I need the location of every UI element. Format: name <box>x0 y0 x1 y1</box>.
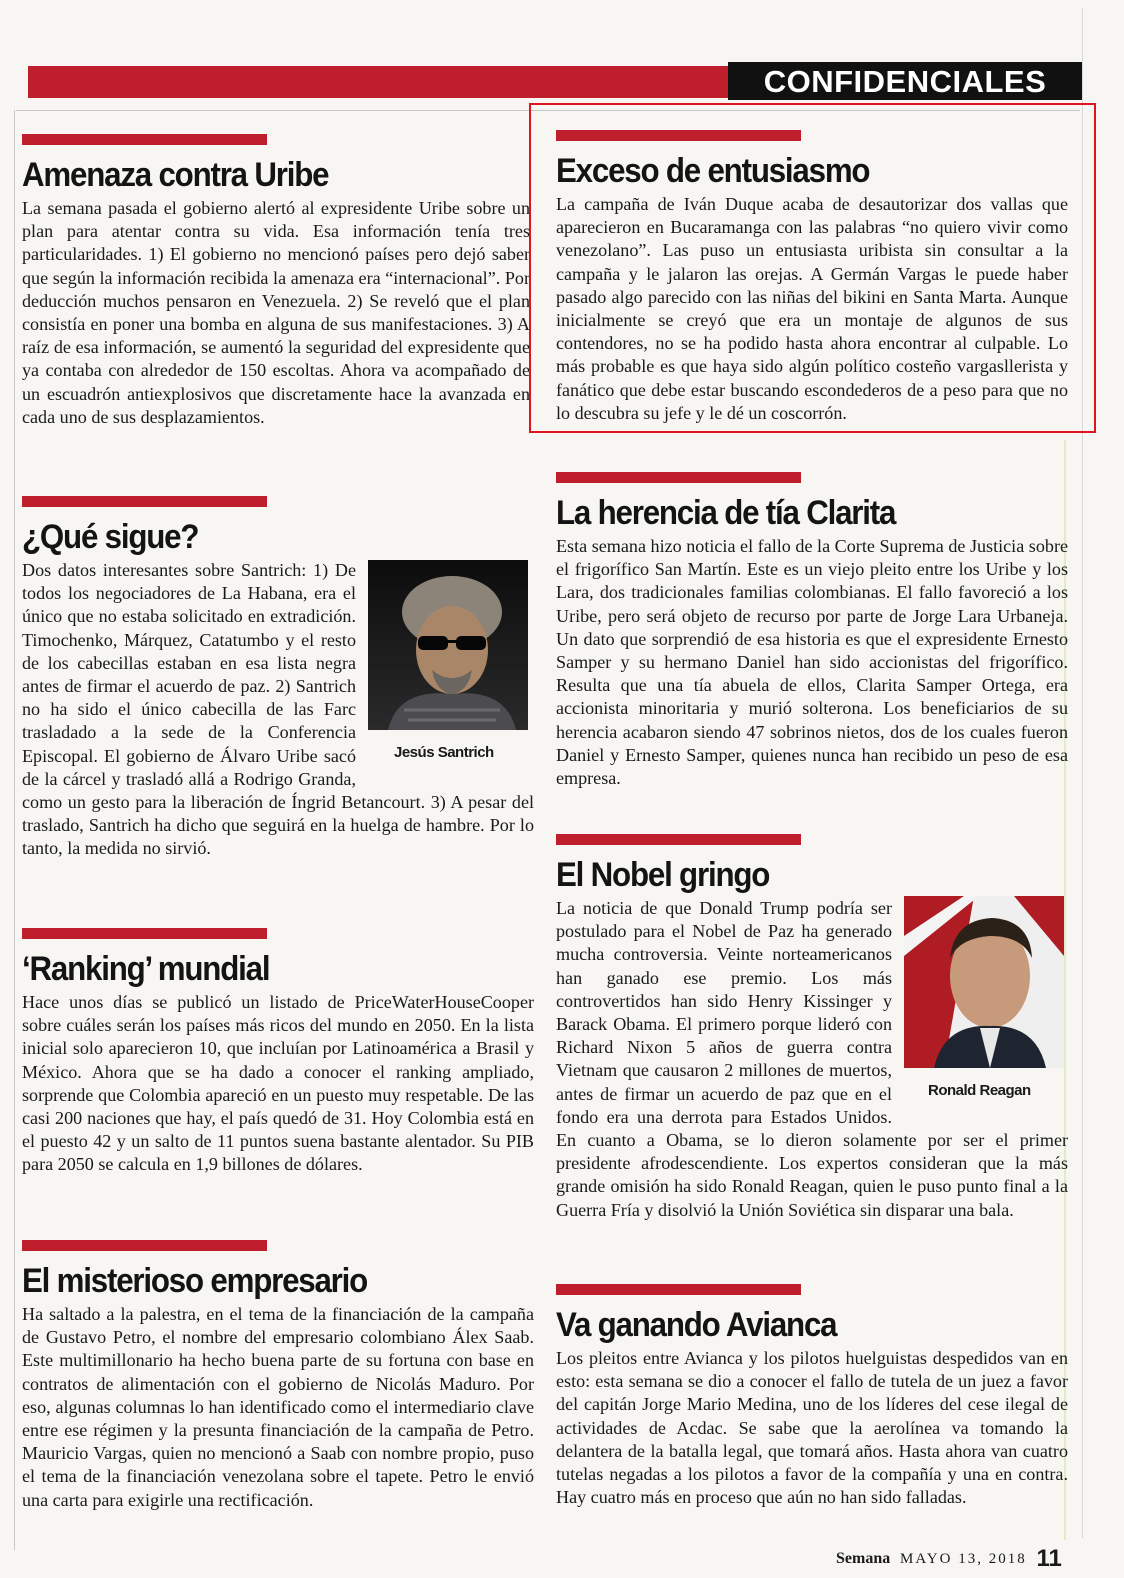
portrait-image <box>368 560 528 730</box>
headline: La herencia de tía Clarita <box>556 494 896 532</box>
article-body: Esta semana hizo noticia el fallo de la Corte Suprema de Justicia sobre el frigorífico San Martín. Este es un viejo pleito entre los Uribe y los Lara, dos tradicionales familias colombianas. El fallo favoreció a los Uribe, pero será objeto de recurso por parte de Jorge Lara Urbaneja. Un dato que sorprendió de esa historia es que el expresidente Ernesto Samper y su hermano Daniel han sido accionistas del frigorífico. Resulta que una tía abuela de ellos, Clarita Samper Ortega, era accionista minoritaria y murió solterona. Los beneficiarios de su herencia acabaron siendo 47 sobrinos nietos, dos de los cuales fueron Daniel y Ernesto Samper, quienes nunca han recibido un peso de esa empresa. <box>556 536 1068 789</box>
headline-bar <box>556 1284 801 1295</box>
highlight-box <box>529 103 1096 433</box>
page-number: 11 <box>1036 1545 1062 1572</box>
article-body: Dos datos interesantes sobre Santrich: 1) De todos los negociadores de La Habana, era el único que no estaba solicitado en extradición. Timochenko, Márquez, Catatumbo y el resto de los cabecillas estaban en esa lista negra antes de firmar el acuerdo de paz. 2) Santrich no ha sido el único cabecilla de las Farc trasladado a la sede de la Conferencia Episcopal. El gobierno de Álvaro Uribe sacó de la cárcel y trasladó allá a Rodrigo Granda, como un gesto para la liberación de Íngrid Betancourt. 3) A pesar del traslado, Santrich ha dicho que seguirá en la huelga de hambre. Por lo tanto, la medida no sirvió. <box>22 560 534 859</box>
headline-bar <box>556 834 801 845</box>
headline: ‘Ranking’ mundial <box>22 950 270 988</box>
headline: Va ganando Avianca <box>556 1306 837 1344</box>
santrich-photo <box>368 560 528 730</box>
headline-bar <box>22 928 267 939</box>
headline-bar <box>22 496 267 507</box>
article-ranking <box>22 928 534 1177</box>
photo-caption-reagan: Ronald Reagan <box>928 1082 1031 1099</box>
portrait-image <box>904 896 1064 1068</box>
article-amenaza <box>22 134 530 429</box>
article-body: La noticia de que Donald Trump podría ser postulado para el Nobel de Paz ha generado mucha controversia. Veinte norteamericanos han ganado ese premio. Los más controvertidos han sido Henry Kissinger y Barack Obama. El primero porque lideró con Richard Nixon 5 años de guerra contra Vietnam que causaron 2 millones de muertos, antes de firmar un acuerdo de paz que en el fondo era una derrota para Estados Unidos. En cuanto a Obama, se lo dieron solamente por ser el primer presidente afrodescendiente. Los expertos consideran que la más grande omisión ha sido Ronald Reagan, quien le puso punto final a la Guerra Fría y disolvió la Unión Soviética sin disparar una bala. <box>556 898 1068 1220</box>
headline: Exceso de entusiasmo <box>556 152 870 190</box>
article-herencia <box>556 472 1068 790</box>
headline: ¿Qué sigue? <box>22 518 199 556</box>
article-misterioso <box>22 1240 534 1512</box>
article-body: La semana pasada el gobierno alertó al expresidente Uribe sobre un plan para atentar contra su vida. Esa información tenía tres particularidades. 1) El gobierno no mencionó países pero dejó saber que según la información recibida la amenaza era “internacional”. Por deducción muchos pensaron en Venezuela. 2) Se reveló que el plan consistía en poner una bomba en alguna de sus manifestaciones. 3) A raíz de esa información, se aumentó la seguridad del expresidente que ya contaba con alrededor de 150 escoltas. Ahora va acompañado de un escuadrón antiexplosivos que discretamente hace la avanzada en cada uno de sus desplazamientos. <box>22 198 530 427</box>
article-body: Ha saltado a la palestra, en el tema de la financiación de la campaña de Gustavo Petro, el nombre del empresario colombiano Álex Saab. Este multimillonario ha hecho buena parte de su fortuna con base en contratos de alimentación con el gobierno de Nicolás Maduro. Por eso, algunas columnas lo han identificado como el intermediario clave entre ese régimen y la presunta financiación de la campaña de Petro. Mauricio Vargas, quien no mencionó a Saab con nombre propio, puso el tema de la financiación venezolana sobre el tapete. Petro le envió una carta para exigirle una rectificación. <box>22 1304 534 1510</box>
footer-date: MAYO 13, 2018 <box>899 1551 1027 1567</box>
headline-bar <box>556 472 801 483</box>
page-footer <box>836 1542 1062 1570</box>
headline: Amenaza contra Uribe <box>22 156 329 194</box>
section-title: CONFIDENCIALES <box>728 62 1082 100</box>
article-body: La campaña de Iván Duque acaba de desautorizar dos vallas que aparecieron en Bucaramanga con las palabras “no quiero vivir como venezolano”. Las puso un entusiasta uribista sin consultar a la campaña y le jalaron las orejas. A Germán Vargas le puede haber pasado algo parecido con las niñas del bikini en Santa Marta. Aunque inicialmente se creyó que era un montaje de algunos de sus contendores, no se ha podido hasta ahora encontrar al culpable. Lo más probable es que haya sido algún político costeño vargasllerista y fanático que debe estar buscando escondederos de a peso para que no lo descubra su jefe y le dé un coscorrón. <box>556 194 1068 423</box>
page-border-left <box>14 110 15 1550</box>
headline-bar <box>22 134 267 145</box>
headline: El Nobel gringo <box>556 856 770 894</box>
article-body: Hace unos días se publicó un listado de PriceWaterHouseCooper sobre cuáles serán los países más ricos del mundo en 2050. En la lista inicial solo aparecieron 10, que incluían por Latinoamérica a Brasil y México. Ahora que se ha dado a conocer el ranking ampliado, sorprende que Colombia apareció en un puesto muy respetable. De las casi 200 naciones que hay, el país quedó de 31. Hoy Colombia está en el puesto 42 y un salto de 11 puntos suena bastante alentador. Su PIB para 2050 se calcula en 1,9 billones de dólares. <box>22 992 534 1175</box>
article-body: Los pleitos entre Avianca y los pilotos huelguistas despedidos van en esto: esta semana se dio a conocer el fallo de tutela de un juez a favor del capitán Jorge Mario Medina, uno de los líderes del cese ilegal de actividades de Acdac. Se sabe que la aerolínea va tomando la delantera de la batalla legal, que tomará años. Hasta ahora van cuatro tutelas negadas a los pilotos a favor de la compañía y una en contra. Hay cuatro más en proceso que aún no han sido falladas. <box>556 1348 1068 1508</box>
reagan-photo <box>904 896 1064 1068</box>
footer-publication: Semana <box>836 1550 891 1567</box>
photo-caption-santrich: Jesús Santrich <box>394 744 494 761</box>
article-avianca <box>556 1284 1068 1509</box>
headline-bar <box>22 1240 267 1251</box>
headline: El misterioso empresario <box>22 1262 368 1300</box>
